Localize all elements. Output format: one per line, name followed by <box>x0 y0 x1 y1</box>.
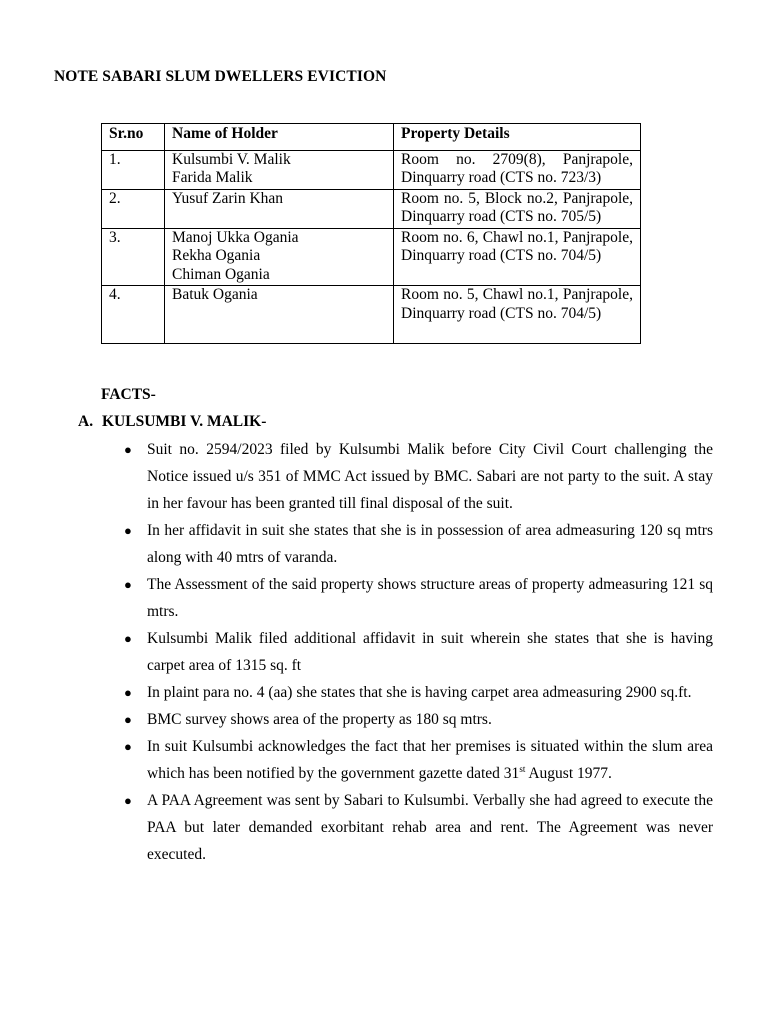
holders-table <box>101 123 641 344</box>
srno-cell: 1. <box>102 150 165 189</box>
bullet-text: A PAA Agreement was sent by Sabari to Kulsumbi. Verbally she had agreed to execute the PAA but later demanded exorbitant rehab area and rent. The Agreement was never executed. <box>147 792 713 863</box>
property-details-cell: Room no. 6, Chawl no.1, Panjrapole, Dinquarry road (CTS no. 704/5) <box>394 228 641 286</box>
bullet-icon: ● <box>124 577 132 592</box>
holder-names-cell <box>165 150 394 189</box>
section-letter: A. <box>78 413 94 430</box>
bullet-icon: ● <box>124 631 132 646</box>
document-title: NOTE SABARI SLUM DWELLERS EVICTION <box>54 68 387 85</box>
holder-names-cell <box>165 189 394 228</box>
holder-name: Rekha Ogania <box>172 247 261 264</box>
bullet-icon: ● <box>124 523 132 538</box>
header-name-of-holder: Name of Holder <box>165 124 394 151</box>
bullet-text: BMC survey shows area of the property as 180 sq mtrs. <box>147 711 492 728</box>
header-property-details: Property Details <box>394 124 641 151</box>
holder-name: Chiman Ogania <box>172 265 270 283</box>
list-item <box>124 733 713 787</box>
bullet-text: Kulsumbi Malik filed additional affidavit in suit wherein she states that she is having carpet area of 1315 sq. ft <box>147 630 713 674</box>
bullet-icon: ● <box>124 793 132 808</box>
holder-name: Kulsumbi V. Malik <box>172 150 291 168</box>
property-details-cell: Room no. 5, Block no.2, Panjrapole, Dinquarry road (CTS no. 705/5) <box>394 189 641 228</box>
table-row <box>102 228 641 286</box>
bullet-text-after: August 1977. <box>525 765 612 782</box>
holder-names-cell <box>165 228 394 286</box>
table-header-row <box>102 124 641 151</box>
bullet-text <box>147 738 713 782</box>
bullet-icon: ● <box>124 685 132 700</box>
holder-names-cell <box>165 286 394 344</box>
list-item <box>124 571 713 625</box>
facts-bullet-list <box>124 436 713 868</box>
bullet-text: In her affidavit in suit she states that she is in possession of area admeasuring 120 sq mtrs along with 40 mtrs of varanda. <box>147 522 713 566</box>
list-item <box>124 517 713 571</box>
srno-cell: 4. <box>102 286 165 344</box>
table-row <box>102 189 641 228</box>
bullet-text-before: In suit Kulsumbi acknowledges the fact that her premises is situated within the slum area which has been notified by the government gazette dated 31 <box>147 738 713 782</box>
header-srno: Sr.no <box>102 124 165 151</box>
list-item <box>124 787 713 868</box>
holder-name: Batuk Ogania <box>172 286 258 303</box>
bullet-text: Suit no. 2594/2023 filed by Kulsumbi Malik before City Civil Court challenging the Notice issued u/s 351 of MMC Act issued by BMC. Sabari are not party to the suit. A stay in her favour has been granted till final disposal of the suit. <box>147 441 713 512</box>
section-title: KULSUMBI V. MALIK- <box>102 413 267 430</box>
holder-name: Yusuf Zarin Khan <box>172 189 284 207</box>
list-item <box>124 625 713 679</box>
bullet-icon: ● <box>124 442 132 457</box>
property-details-cell: Room no. 2709(8), Panjrapole, Dinquarry road (CTS no. 723/3) <box>394 150 641 189</box>
table-row <box>102 286 641 344</box>
bullet-icon: ● <box>124 712 132 727</box>
property-details-cell: Room no. 5, Chawl no.1, Panjrapole, Dinquarry road (CTS no. 704/5) <box>394 286 641 344</box>
srno-cell: 2. <box>102 189 165 228</box>
holder-name: Manoj Ukka Ogania <box>172 228 299 246</box>
bullet-icon: ● <box>124 739 132 754</box>
list-item <box>124 679 713 706</box>
holder-name: Farida Malik <box>172 169 253 186</box>
list-item <box>124 706 713 733</box>
list-item <box>124 436 713 517</box>
ordinal-superscript: st <box>519 763 526 774</box>
bullet-text: The Assessment of the said property shows structure areas of property admeasuring 121 sq mtrs. <box>147 576 713 620</box>
srno-cell: 3. <box>102 228 165 286</box>
facts-heading: FACTS- <box>101 386 156 403</box>
bullet-text: In plaint para no. 4 (aa) she states that she is having carpet area admeasuring 2900 sq.ft. <box>147 684 692 701</box>
section-heading <box>78 413 266 431</box>
table-row <box>102 150 641 189</box>
